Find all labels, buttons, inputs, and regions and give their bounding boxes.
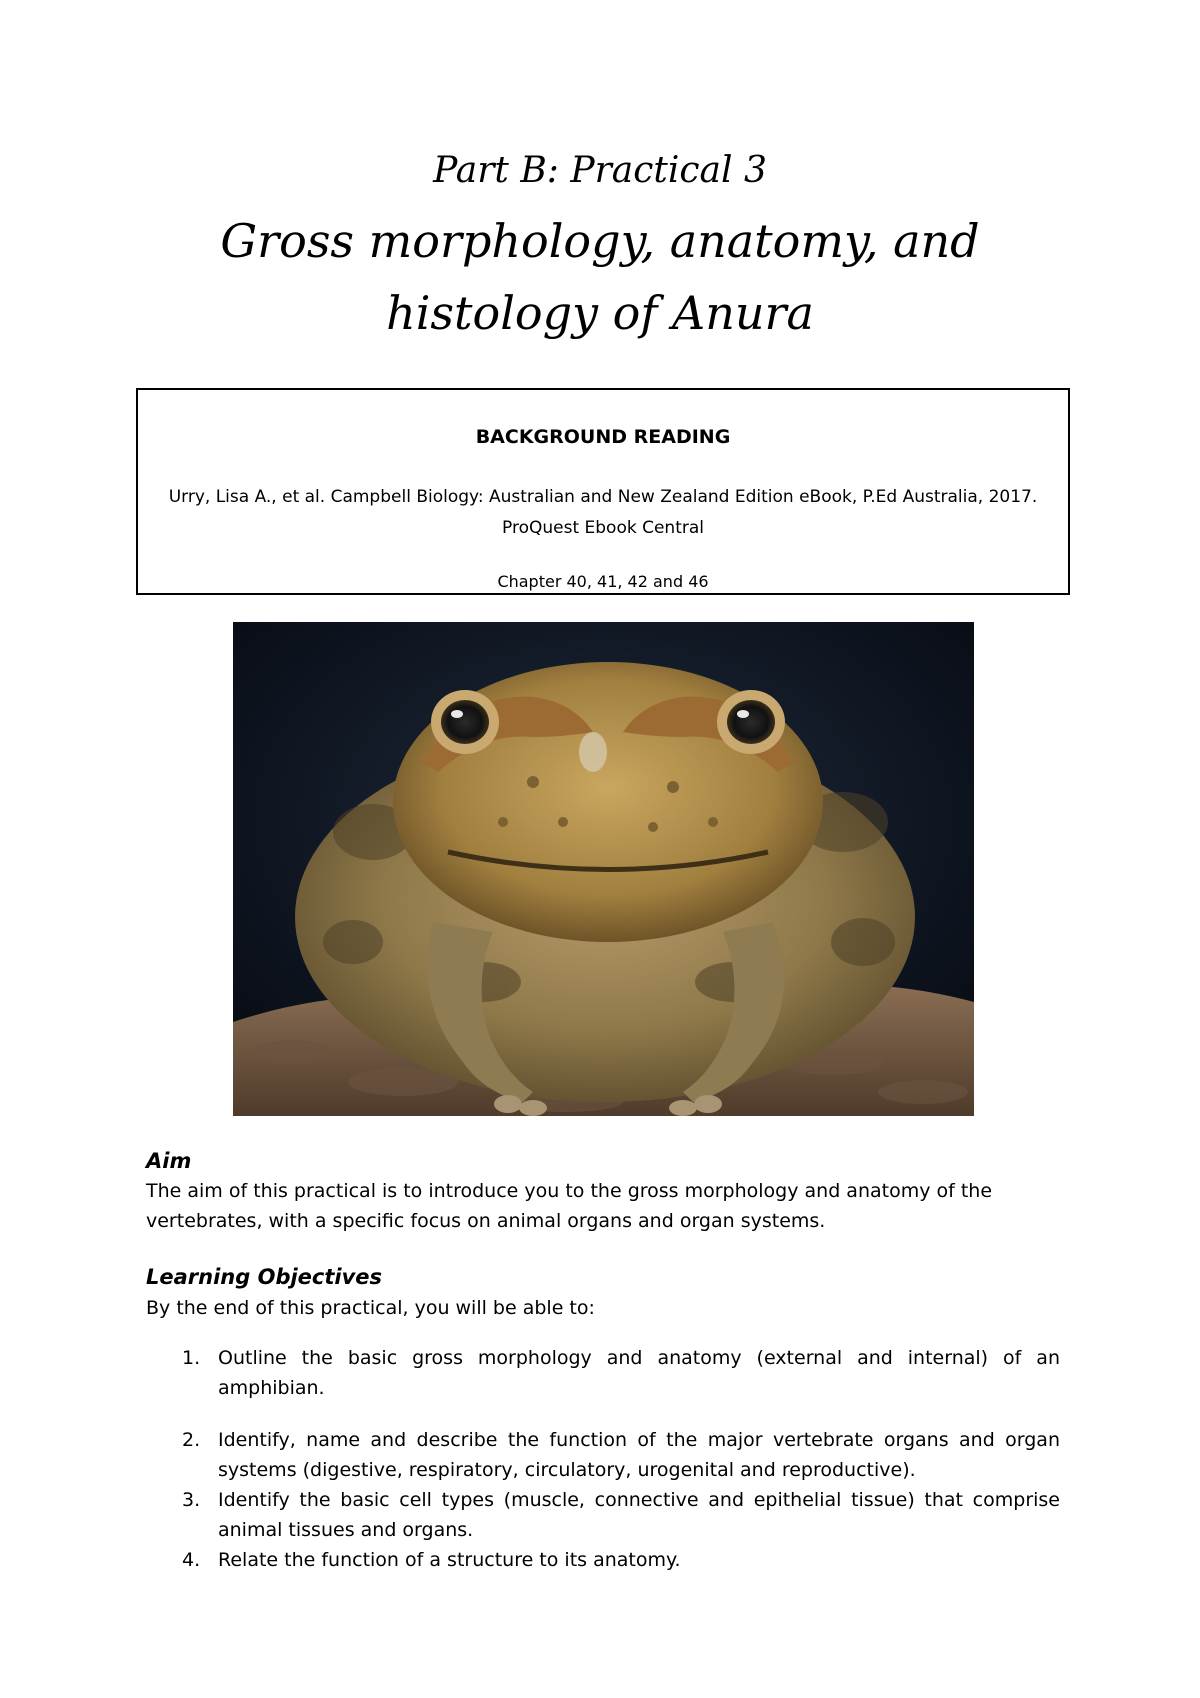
list-item-number: 3. xyxy=(182,1489,201,1511)
aim-heading: Aim xyxy=(146,1149,192,1173)
list-item-number: 2. xyxy=(182,1429,201,1451)
background-reading-citation xyxy=(138,482,1068,544)
citation-line-1: Urry, Lisa A., et al. Campbell Biology: Australian and New Zealand Edition eBook, P.Ed Australia, 2017. xyxy=(168,487,1038,507)
page-title xyxy=(0,205,1200,349)
list-item-number: 1. xyxy=(182,1347,201,1369)
list-item-text: Identify, name and describe the function of the major vertebrate organs and organ systems (digestive, respiratory, circulatory, urogenital and reproductive). xyxy=(218,1429,1060,1481)
background-reading-chapters: Chapter 40, 41, 42 and 46 xyxy=(497,572,709,591)
citation-line-2: ProQuest Ebook Central xyxy=(502,518,704,538)
background-reading-heading: BACKGROUND READING xyxy=(475,426,731,448)
learning-objectives-list xyxy=(146,1343,1060,1575)
list-item-text: Relate the function of a structure to its anatomy. xyxy=(218,1549,681,1571)
title-line-2: histology of Anura xyxy=(386,286,814,340)
list-item-number: 4. xyxy=(182,1549,201,1571)
title-line-1: Gross morphology, anatomy, and xyxy=(220,214,980,268)
background-reading-box xyxy=(136,388,1070,595)
list-item xyxy=(146,1545,1060,1575)
cane-toad-photo xyxy=(233,622,974,1116)
list-item xyxy=(146,1343,1060,1403)
aim-text: The aim of this practical is to introduce you to the gross morphology and anatomy of the vertebrates, with a specific focus on animal organs and organ systems. xyxy=(146,1180,993,1232)
practical-part-label: Part B: Practical 3 xyxy=(433,150,767,191)
list-item xyxy=(146,1485,1060,1545)
learning-objectives-heading: Learning Objectives xyxy=(146,1265,383,1289)
list-item-text: Identify the basic cell types (muscle, connective and epithelial tissue) that comprise animal tissues and organs. xyxy=(218,1489,1060,1541)
list-item xyxy=(146,1425,1060,1485)
learning-objectives-intro: By the end of this practical, you will be able to: xyxy=(146,1297,595,1319)
list-item-text: Outline the basic gross morphology and anatomy (external and internal) of an amphibian. xyxy=(218,1347,1060,1399)
